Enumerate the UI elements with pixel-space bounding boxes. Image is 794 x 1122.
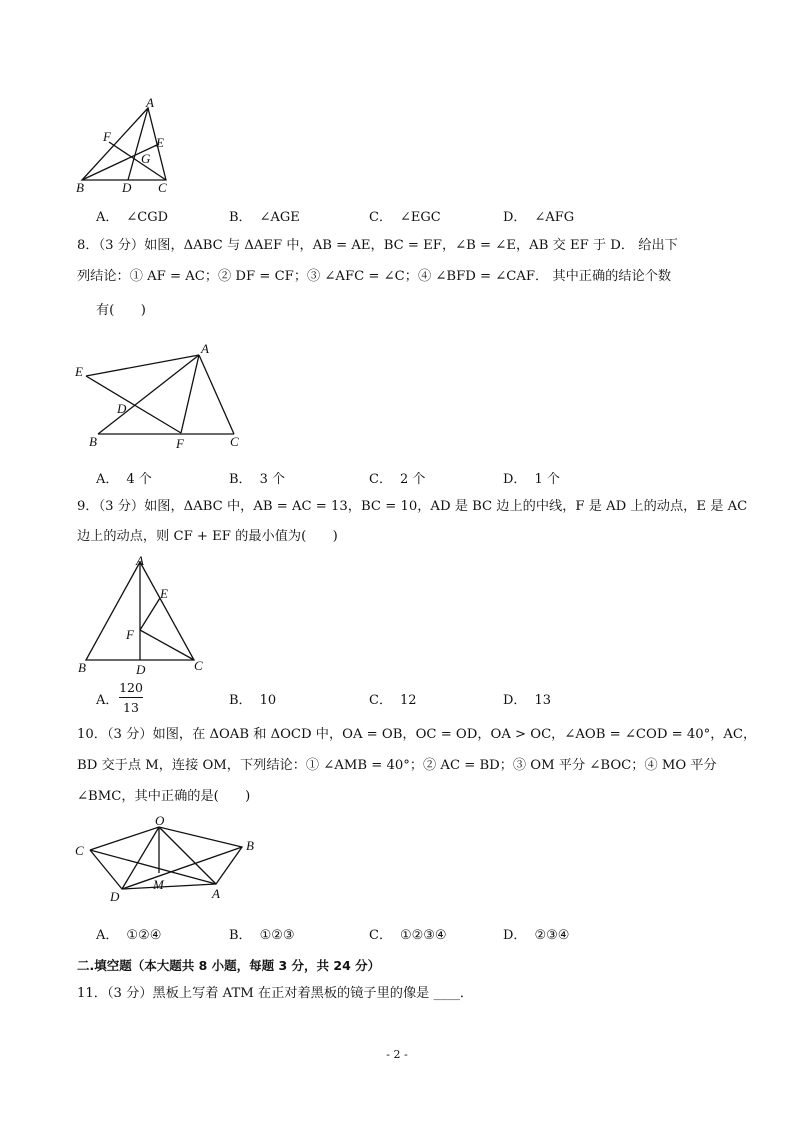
q8-segment-ef — [86, 376, 181, 433]
q11-text: 11．（3 分）黑板上写着 ATM 在正对着黑板的镜子里的像是 ____． — [77, 986, 474, 1001]
option-text: 1 个 — [534, 472, 560, 487]
option-label: B． — [229, 693, 252, 708]
q7-label-e: E — [156, 135, 164, 150]
q10-options — [96, 924, 616, 944]
q8-options — [96, 468, 616, 488]
q8-figure — [70, 338, 260, 453]
option-label: B． — [229, 210, 252, 225]
q10-label-c: C — [75, 843, 84, 858]
option-text: ∠CGD — [126, 210, 169, 225]
option-label: B． — [229, 472, 252, 487]
fraction-denominator: 13 — [123, 700, 139, 715]
q10-option-d[interactable] — [503, 924, 569, 943]
q8-label-b: B — [89, 434, 97, 449]
q9-option-b[interactable] — [229, 689, 276, 708]
q10-option-c[interactable] — [369, 924, 447, 943]
q9-option-a-label: A． — [96, 693, 119, 708]
q10-text-line-3: ∠BMC，其中正确的是( ) — [77, 789, 251, 804]
q7-label-b: B — [76, 180, 84, 195]
q9-option-d[interactable] — [503, 689, 551, 708]
q7-label-a: A — [146, 95, 154, 110]
q10-segment-oa — [159, 827, 216, 884]
q10-text-line-1: 10．（3 分）如图，在 ΔOAB 和 ΔOCD 中，OA = OB，OC = OD，OA > OC，∠AOB = ∠COD = 40°，AC， — [77, 727, 757, 742]
q8-option-a[interactable] — [96, 468, 152, 487]
option-label: C． — [369, 210, 392, 225]
q9-label-a: A — [136, 553, 144, 568]
q8-label-e: E — [75, 364, 83, 379]
option-label: A． — [96, 472, 119, 487]
q10-option-b[interactable] — [229, 924, 295, 943]
q8-text-line-2: 列结论：① AF = AC；② DF = CF；③ ∠AFC = ∠C；④ ∠BFD = ∠CAF． 其中正确的结论个数 — [77, 269, 672, 284]
q7-option-b[interactable] — [229, 206, 300, 225]
q10-outline — [90, 827, 242, 889]
q9-label-f: F — [126, 627, 134, 642]
option-label: D． — [503, 210, 527, 225]
q7-triangle-abc — [82, 108, 166, 180]
q9-segment-fe — [140, 598, 160, 630]
option-label: C． — [369, 928, 392, 943]
option-label: D． — [503, 693, 527, 708]
q7-figure — [70, 95, 180, 200]
q7-options — [96, 206, 616, 226]
option-text: ①②③ — [259, 928, 295, 943]
q8-label-a: A — [201, 341, 209, 356]
q7-option-c[interactable] — [369, 206, 441, 225]
q10-label-o: O — [155, 813, 165, 828]
option-text: ∠EGC — [399, 210, 441, 225]
option-label: A． — [96, 928, 119, 943]
q9-text-line-2: 边上的动点，则 CF + EF 的最小值为( ) — [77, 529, 338, 544]
q7-label-f: F — [103, 129, 111, 144]
option-text: ①②④ — [126, 928, 162, 943]
q7-label-d: D — [122, 180, 132, 195]
option-text: ②③④ — [534, 928, 570, 943]
q8-label-f: F — [176, 436, 184, 451]
option-text: 4 个 — [126, 472, 152, 487]
q10-label-m: M — [153, 877, 164, 892]
q9-options — [96, 689, 616, 709]
q10-label-b: B — [246, 838, 254, 853]
option-label: D． — [503, 928, 527, 943]
q7-option-d[interactable] — [503, 206, 574, 225]
q9-label-b: B — [78, 660, 86, 675]
q10-option-a[interactable] — [96, 924, 161, 943]
q9-label-d: D — [136, 662, 146, 677]
q8-option-d[interactable] — [503, 468, 560, 487]
page-number: - 2 - — [386, 1048, 408, 1061]
q9-text-line-1: 9．（3 分）如图，ΔABC 中，AB = AC = 13，BC = 10，AD 是 BC 边上的中线，F 是 AD 上的动点，E 是 AC — [77, 499, 748, 514]
option-text: 3 个 — [259, 472, 285, 487]
option-text: 13 — [534, 693, 551, 708]
q10-text-line-2: BD 交于点 M，连接 OM，下列结论：① ∠AMB = 40°；② AC = BD；③ OM 平分 ∠BOC；④ MO 平分 — [77, 758, 717, 773]
q9-label-c: C — [194, 658, 203, 673]
q8-segment-ac — [199, 355, 234, 434]
q8-option-b[interactable] — [229, 468, 285, 487]
q8-text-line-1: 8．（3 分）如图，ΔABC 与 ΔAEF 中，AB = AE，BC = EF，∠B = ∠E，AB 交 EF 于 D． 给出下 — [77, 238, 678, 253]
option-label: D． — [503, 472, 527, 487]
option-text: 10 — [259, 693, 277, 708]
q10-segment-bd — [122, 847, 242, 889]
q7-label-c: C — [158, 180, 167, 195]
option-label: B． — [229, 928, 252, 943]
option-text: ①②③④ — [399, 928, 447, 943]
q10-label-d: D — [110, 889, 120, 902]
q8-text-line-3: 有( ) — [96, 303, 146, 318]
fraction-numerator: 120 — [119, 680, 143, 695]
option-label: C． — [369, 693, 392, 708]
option-text: 2 个 — [399, 472, 426, 487]
option-text: ∠AFG — [534, 210, 575, 225]
option-label: A． — [96, 210, 119, 225]
q7-option-a[interactable] — [96, 206, 168, 225]
q7-label-g: G — [141, 151, 151, 166]
q8-segment-ea — [86, 355, 199, 376]
q8-label-d: D — [117, 401, 127, 416]
option-text: 12 — [399, 693, 417, 708]
q9-label-e: E — [160, 586, 168, 601]
option-label: C． — [369, 472, 392, 487]
section-heading: 二.填空题（本大题共 8 小题，每题 3 分，共 24 分） — [77, 958, 381, 973]
q10-label-a: A — [212, 886, 220, 901]
q9-option-c[interactable] — [369, 689, 417, 708]
option-text: ∠AGE — [259, 210, 300, 225]
q8-label-c: C — [230, 434, 239, 449]
q9-figure — [72, 552, 217, 678]
q8-option-c[interactable] — [369, 468, 425, 487]
q10-figure — [70, 812, 270, 902]
